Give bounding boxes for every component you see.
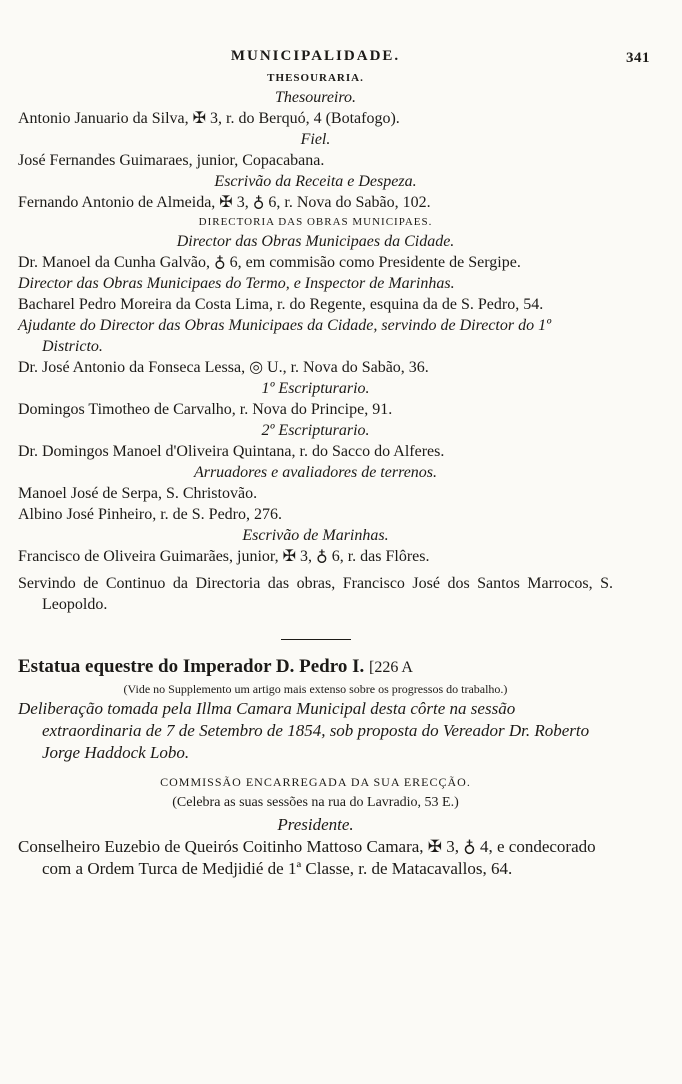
title-director-city: Director das Obras Municipaes da Cidade. [176, 233, 455, 250]
title-marine-clerk: Escrivão de Marinhas. [242, 527, 389, 544]
title-president: Presidente. [277, 815, 354, 834]
statue-title: Estatua equestre do Imperador D. Pedro I. [18, 656, 365, 677]
title-scribe2: 2º Escripturario. [261, 422, 370, 439]
entry-fiel: José Fernandes Guimaraes, junior, Copacabana. [18, 152, 325, 169]
statue-ref: [226 A [368, 659, 413, 676]
title-fiel: Fiel. [300, 131, 331, 148]
entry-director-term: Bacharel Pedro Moreira da Costa Lima, r. do Regente, esquina da de S. Pedro, 54. [18, 296, 544, 313]
entry-treasurer: Antonio Januario da Silva, ✠ 3, r. do Berquó, 4 (Botafogo). [18, 110, 400, 127]
entry-scribe1: Domingos Timotheo de Carvalho, r. Nova do Principe, 91. [18, 401, 393, 418]
page-content [18, 48, 613, 880]
statue-note: (Vide no Supplemento um artigo mais extenso sobre os progressos do trabalho.) [123, 682, 508, 696]
page-header: MUNICIPALIDADE. [230, 48, 401, 64]
separator [18, 627, 613, 645]
title-clerk: Escrivão da Receita e Despeza. [214, 173, 417, 190]
title-director-term: Director das Obras Municipaes do Termo, e Inspector de Marinhas. [18, 275, 455, 292]
entry-continuo: Servindo de Continuo da Directoria das obras, Francisco José dos Santos Marrocos, S. Leopoldo. [18, 575, 613, 613]
title-assistant: Ajudante do Director das Obras Municipaes da Cidade, servindo de Director do 1º Districto. [18, 317, 552, 355]
entry-marine-clerk: Francisco de Oliveira Guimarães, junior, ✠ 3, ♁ 6, r. das Flôres. [18, 548, 430, 565]
title-scribe1: 1º Escripturario. [261, 380, 370, 397]
entry-clerk: Fernando Antonio de Almeida, ✠ 3, ♁ 6, r. Nova do Sabão, 102. [18, 194, 431, 211]
title-surveyors: Arruadores e avaliadores de terrenos. [193, 464, 438, 481]
section-works: DIRECTORIA DAS OBRAS MUNICIPAES. [198, 216, 433, 228]
statue-sessions: (Celebra as suas sessões na rua do Lavradio, 53 E.) [172, 795, 459, 810]
entry-director-city: Dr. Manoel da Cunha Galvão, ♁ 6, em commisão como Presidente de Sergipe. [18, 254, 521, 271]
entry-president: Conselheiro Euzebio de Queirós Coitinho Mattoso Camara, ✠ 3, ♁ 4, e condecorado com a Ordem Turca de Medjidié de 1ª Classe, r. de Matacavallos, 64. [18, 837, 596, 878]
section-treasury: THESOURARIA. [267, 72, 364, 84]
entry-assistant: Dr. José Antonio da Fonseca Lessa, ◎ U., r. Nova do Sabão, 36. [18, 359, 429, 376]
statue-resolution: Deliberação tomada pela Illma Camara Municipal desta côrte na sessão extraordinaria de 7 de Setembro de 1854, sob proposta do Vereador Dr. Roberto Jorge Haddock Lobo. [18, 699, 590, 762]
statue-commission: COMMISSÃO ENCARREGADA DA SUA ERECÇÃO. [160, 775, 471, 789]
entry-surveyor1: Manoel José de Serpa, S. Christovão. [18, 485, 258, 502]
page-number: 341 [626, 50, 650, 66]
title-treasurer: Thesoureiro. [274, 89, 357, 106]
entry-surveyor2: Albino José Pinheiro, r. de S. Pedro, 276. [18, 506, 282, 523]
statue-heading [18, 655, 613, 680]
entry-scribe2: Dr. Domingos Manoel d'Oliveira Quintana, r. do Sacco do Alferes. [18, 443, 445, 460]
